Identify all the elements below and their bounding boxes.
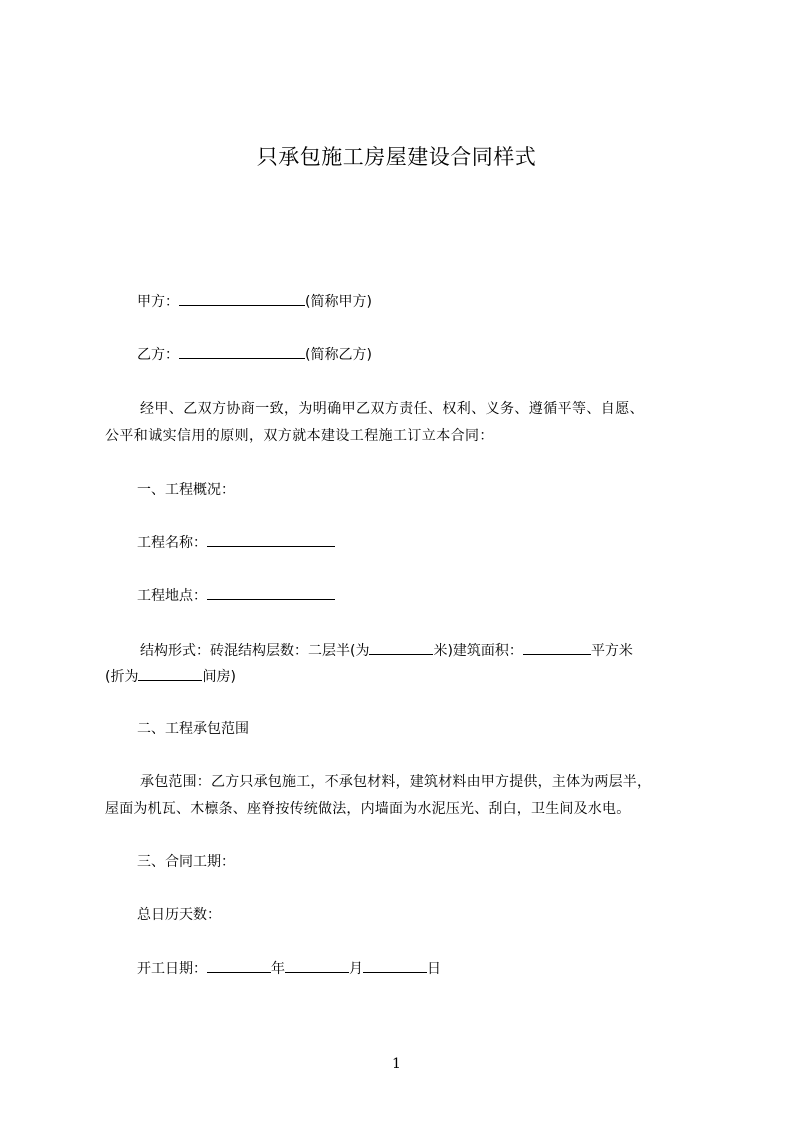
scope-line-2: 屋面为机瓦、木檩条、座脊按传统做法，内墙面为水泥压光、刮白，卫生间及水电。 <box>105 801 631 817</box>
start-date-line <box>137 958 441 979</box>
start-date-label: 开工日期： <box>137 961 207 977</box>
party-a-line <box>137 291 372 312</box>
party-b-line <box>137 344 372 365</box>
start-day-blank <box>363 958 427 973</box>
party-b-label: 乙方： <box>137 347 179 363</box>
project-name-blank <box>207 532 335 547</box>
structure-mid-2: 平方米 <box>590 643 633 659</box>
structure-label: 结构形式：砖混结构层数：二层半(为 <box>140 643 370 659</box>
structure-line-2-end: 间房) <box>202 669 236 685</box>
structure-line-1 <box>140 640 633 661</box>
start-year-blank <box>207 958 271 973</box>
structure-line-2 <box>105 666 236 687</box>
structure-line-2-start: (折为 <box>105 669 139 685</box>
project-name-line <box>137 532 335 553</box>
page-number: 1 <box>392 1056 401 1072</box>
section-2-heading: 二、工程承包范围 <box>137 721 249 737</box>
total-days-label: 总日历天数： <box>137 907 221 923</box>
project-location-line <box>137 585 335 606</box>
party-b-note: (简称乙方) <box>305 347 372 363</box>
structure-mid-1: 米)建筑面积： <box>433 643 523 659</box>
party-a-blank <box>179 291 305 306</box>
party-b-blank <box>179 344 305 359</box>
party-a-note: (简称甲方) <box>305 294 372 310</box>
year-label: 年 <box>271 961 285 977</box>
project-location-label: 工程地点： <box>137 588 207 604</box>
party-a-label: 甲方： <box>137 294 179 310</box>
intro-line-2: 公平和诚实信用的原则，双方就本建设工程施工订立本合同： <box>105 428 494 444</box>
intro-line-1: 经甲、乙双方协商一致，为明确甲乙双方责任、权利、义务、遵循平等、自愿、 <box>140 401 644 417</box>
month-label: 月 <box>349 961 363 977</box>
project-name-label: 工程名称： <box>137 535 207 551</box>
floors-height-blank <box>369 640 433 655</box>
day-label: 日 <box>427 961 441 977</box>
project-location-blank <box>207 585 335 600</box>
building-area-blank <box>523 640 591 655</box>
room-count-blank <box>138 666 202 681</box>
section-3-heading: 三、合同工期： <box>137 854 235 870</box>
scope-line-1: 承包范围：乙方只承包施工，不承包材料，建筑材料由甲方提供，主体为两层半， <box>140 774 652 790</box>
document-title: 只承包施工房屋建设合同样式 <box>256 145 537 169</box>
section-1-heading: 一、工程概况： <box>137 482 235 498</box>
start-month-blank <box>285 958 349 973</box>
